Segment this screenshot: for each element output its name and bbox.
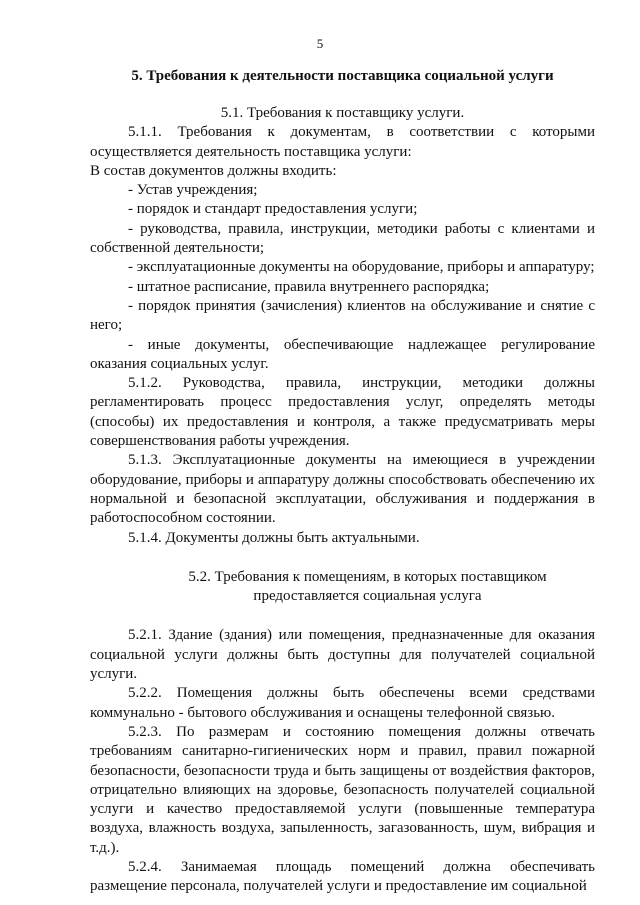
document-body (90, 104, 595, 897)
paragraph-5-2-2: 5.2.2. Помещения должны быть обеспечены всеми средствами коммунально - бытового обслуживания и оснащены телефонной связью. (90, 685, 595, 721)
list-item: - иные документы, обеспечивающие надлежащее регулирование оказания социальных услуг. (90, 336, 595, 372)
list-item: - Устав учреждения; (128, 182, 258, 199)
subsection-title-5-2-line1: 5.2. Требования к помещениям, в которых поставщиком (188, 568, 547, 585)
section-title: 5. Требования к деятельности поставщика социальной услуги (131, 68, 554, 84)
spacer (90, 606, 595, 626)
subsection-title-5-2-line2: предоставляется социальная услуга (253, 588, 482, 605)
paragraph-5-2-1: 5.2.1. Здание (здания) или помещения, предназначенные для оказания социальной услуги должны быть доступны для получателей социальной услуги. (90, 627, 595, 683)
paragraph-5-1-2: 5.1.2. Руководства, правила, инструкции, методики должны регламентировать процесс предоставления услуг, определять методы (способы) их предоставления и контроля, а также предусматривать меры совершенствования работы учреждения. (90, 375, 595, 450)
list-item: - порядок принятия (зачисления) клиентов на обслуживание и снятие с него; (90, 297, 595, 334)
subsection-title-5-1: 5.1. Требования к поставщику услуги. (220, 105, 465, 121)
subsection-title-5-2 (90, 568, 595, 607)
list-item: - руководства, правила, инструкции, методики работы с клиентами и собственной деятельности; (90, 220, 595, 257)
paragraph-5-2-3: 5.2.3. По размерам и состоянию помещения должны отвечать требованиям санитарно-гигиенических норм и правил, правил пожарной безопасности, безопасности труда и быть защищены от воздействия факторов, отрицательно влияющих на здоровье, безопасность получателей социальной услуги и качество предоставляемой услуги (повышенные температура воздуха, влажность воздуха, запыленность, загазованность, шум, вибрация и т.д.). (90, 723, 595, 856)
page-number: 5 (316, 36, 324, 51)
list-item: - эксплуатационные документы на оборудование, приборы и аппаратуру; (128, 259, 595, 276)
list-item: - порядок и стандарт предоставления услуги; (128, 201, 418, 218)
paragraph-5-1-4: 5.1.4. Документы должны быть актуальными. (128, 529, 420, 546)
paragraph-5-2-4: 5.2.4. Занимаемая площадь помещений должна обеспечивать размещение персонала, получателей услуги и предоставление им социальной (90, 858, 595, 895)
paragraph-documents-intro: В состав документов должны входить: (90, 162, 337, 179)
paragraph-5-1-3: 5.1.3. Эксплуатационные документы на имеющиеся в учреждении оборудование, приборы и аппаратуру должны способствовать обеспечению их нормальной и безопасной эксплуатации, обслуживания и поддержания в работоспособном состоянии. (90, 452, 595, 527)
paragraph-5-1-1: 5.1.1. Требования к документам, в соответствии с которыми осуществляется деятельность поставщика услуги: (90, 124, 595, 160)
list-item: - штатное расписание, правила внутреннего распорядка; (128, 278, 490, 295)
